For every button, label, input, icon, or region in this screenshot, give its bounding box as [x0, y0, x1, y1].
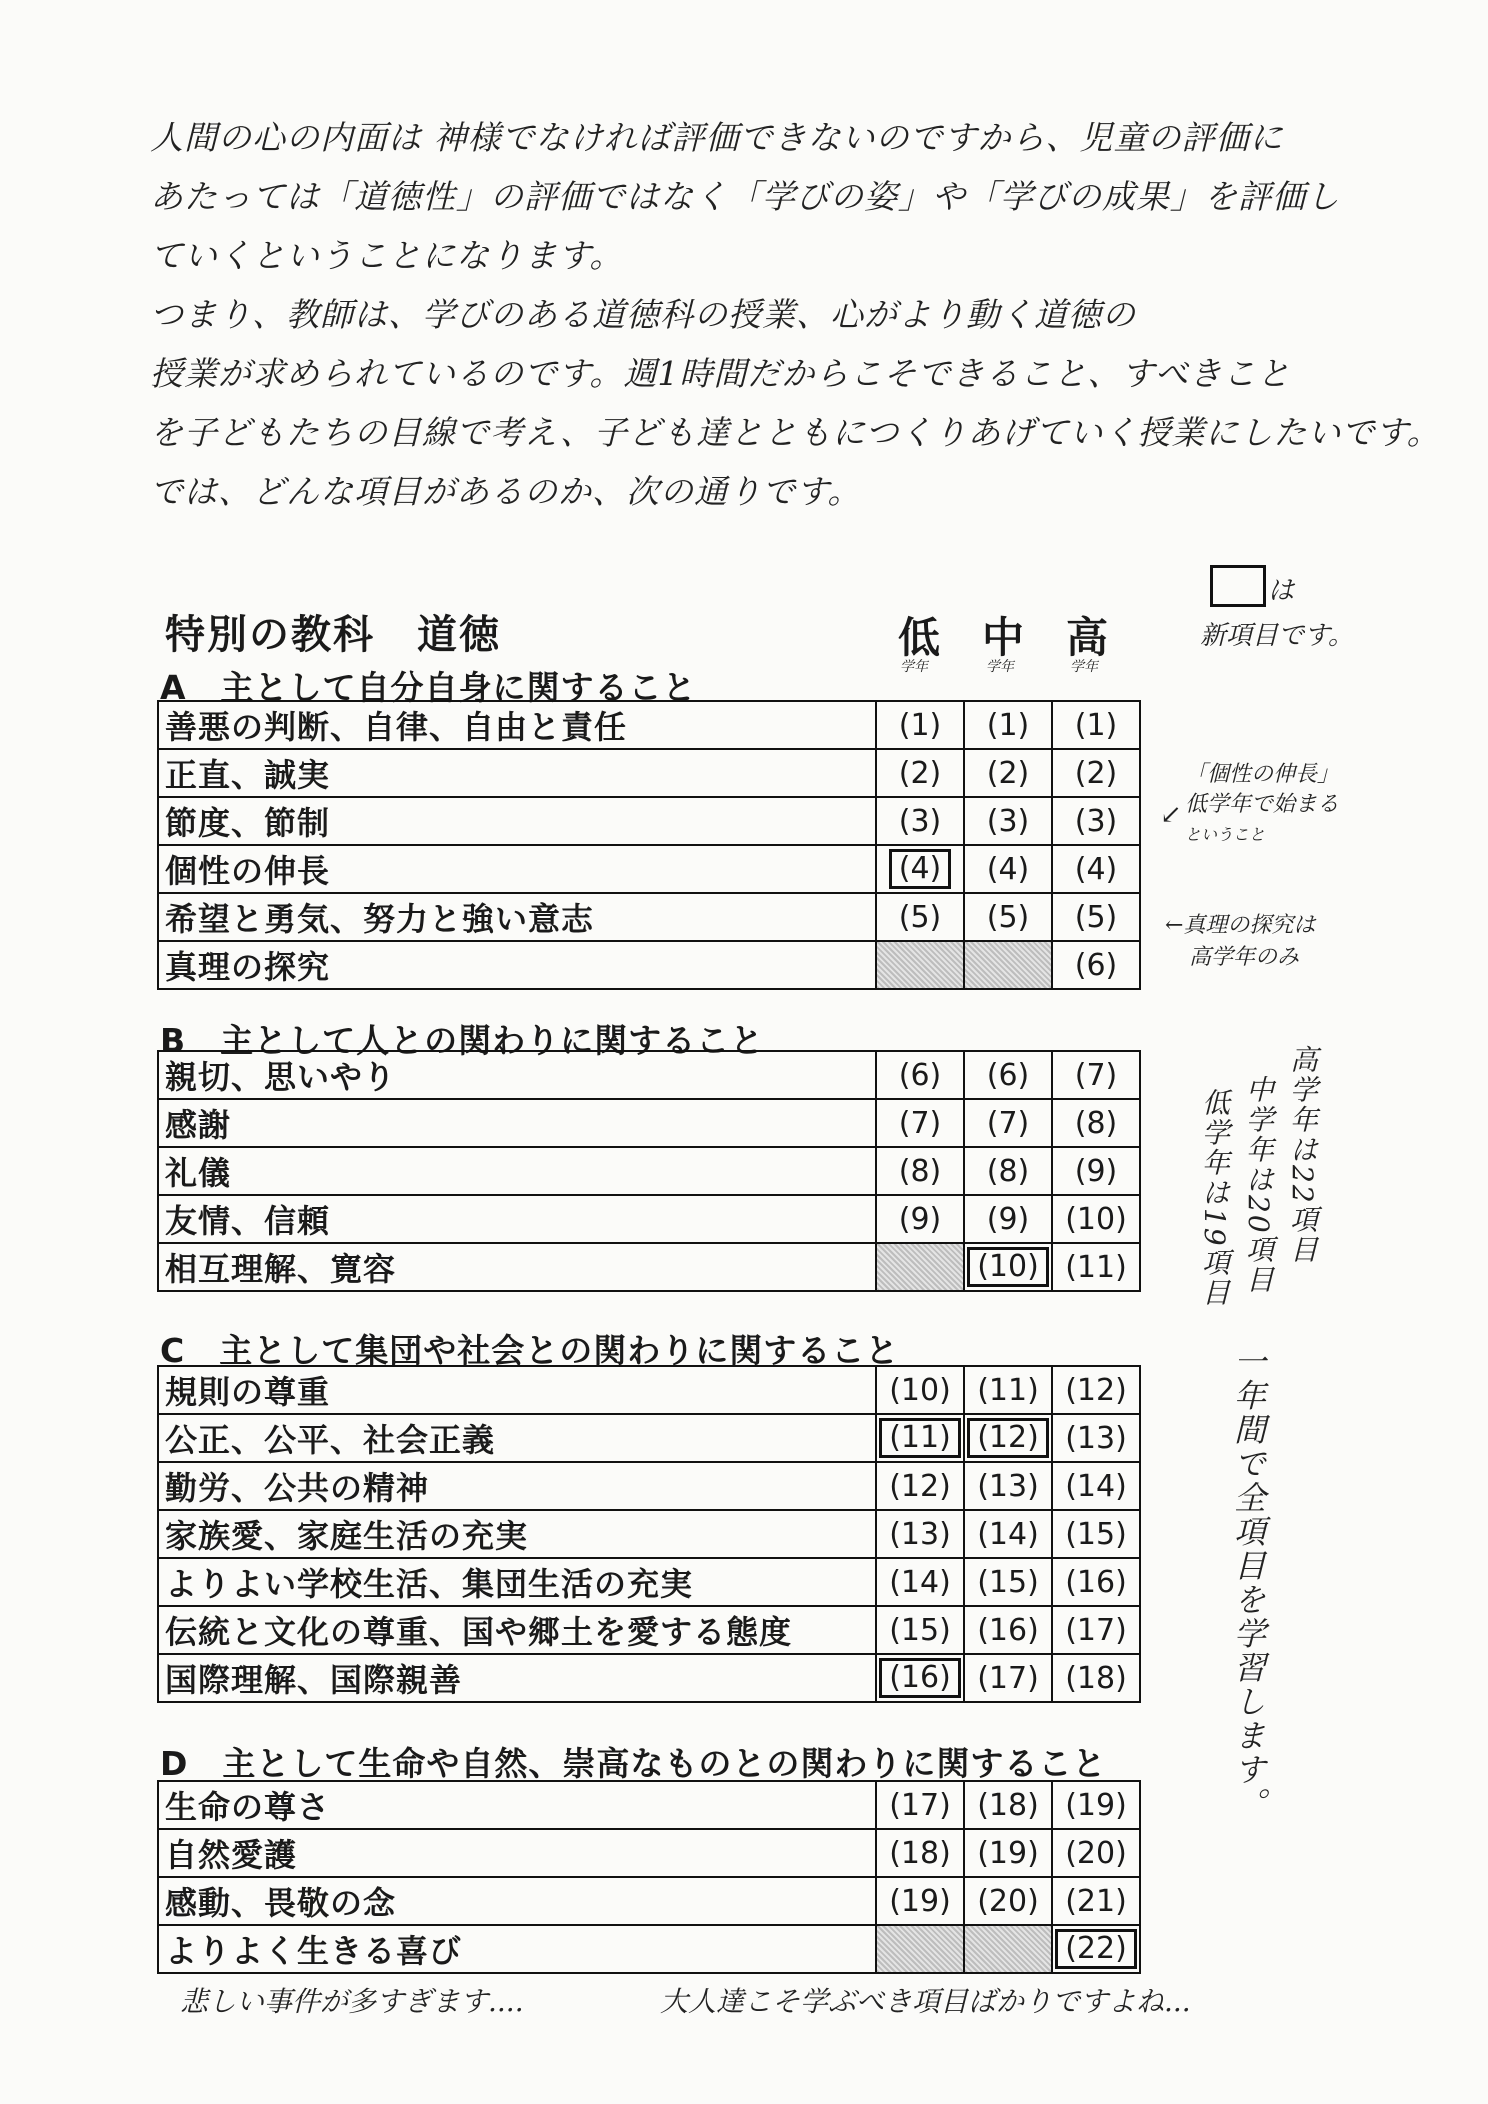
high-number: (18): [1052, 1654, 1140, 1702]
intro-line: を子どもたちの目線で考え、子ども達とともにつくりあげていく授業にしたいです。: [150, 413, 1441, 452]
high-number: (11): [1052, 1243, 1140, 1291]
high-number: (20): [1052, 1829, 1140, 1877]
item-label: よりよく生きる喜び: [158, 1925, 876, 1973]
section-b-table: [157, 1050, 1141, 1292]
item-label: 自然愛護: [158, 1829, 876, 1877]
table-row: [158, 701, 1140, 749]
item-label: 感謝: [158, 1099, 876, 1147]
bottom-note-right: 大人達こそ学ぶべき項目ばかりですよね...: [660, 1985, 1191, 2018]
table-row: [158, 1606, 1140, 1654]
item-label: 国際理解、国際親善: [158, 1654, 876, 1702]
high-number: (1): [1052, 701, 1140, 749]
low-number: (13): [876, 1510, 964, 1558]
intro-line: ていくということになります。: [150, 236, 624, 275]
item-label: 生命の尊さ: [158, 1781, 876, 1829]
grade-sub: 学年: [900, 659, 928, 675]
table-row: [158, 797, 1140, 845]
high-number: (2): [1052, 749, 1140, 797]
low-number: (14): [876, 1558, 964, 1606]
mid-number: (11): [964, 1366, 1052, 1414]
mid-number: (18): [964, 1781, 1052, 1829]
mid-number: (15): [964, 1558, 1052, 1606]
table-row: [158, 749, 1140, 797]
table-row: [158, 1462, 1140, 1510]
low-number: (1): [876, 701, 964, 749]
high-number: (13): [1052, 1414, 1140, 1462]
mid-number-empty: [964, 1925, 1052, 1973]
table-row: [158, 893, 1140, 941]
item-label: 勤労、公共の精神: [158, 1462, 876, 1510]
section-b-title: B 主として人との関わりに関すること: [160, 1021, 765, 1060]
table-row: [158, 1195, 1140, 1243]
note-count-high: 高学年は22項目: [1286, 1045, 1319, 1265]
arrow-left-icon: ↙: [1160, 800, 1182, 830]
table-row: [158, 1654, 1140, 1702]
mid-number: (14): [964, 1510, 1052, 1558]
table-row: [158, 1877, 1140, 1925]
high-number: (19): [1052, 1781, 1140, 1829]
item-label: 規則の尊重: [158, 1366, 876, 1414]
mid-number: (16): [964, 1606, 1052, 1654]
item-label: 友情、信頼: [158, 1195, 876, 1243]
mid-number-new: (10): [964, 1243, 1052, 1291]
item-label: 正直、誠実: [158, 749, 876, 797]
high-number: (21): [1052, 1877, 1140, 1925]
intro-line: 人間の心の内面は 神様でなければ評価できないのですから、児童の評価に: [150, 118, 1284, 157]
low-number-new: (11): [876, 1414, 964, 1462]
table-row: [158, 1925, 1140, 1973]
grade-mid-header: 中: [982, 613, 1025, 662]
high-number: (10): [1052, 1195, 1140, 1243]
table-row: [158, 1366, 1140, 1414]
low-number: (3): [876, 797, 964, 845]
low-number: (10): [876, 1366, 964, 1414]
section-d-title: D 主として生命や自然、崇高なものとの関わりに関すること: [160, 1744, 1107, 1783]
mid-number: (3): [964, 797, 1052, 845]
table-row: [158, 1510, 1140, 1558]
document-title: 特別の教科 道徳: [165, 612, 501, 658]
legend-text-2: 新項目です。: [1200, 621, 1354, 651]
high-number: (9): [1052, 1147, 1140, 1195]
table-row: [158, 1829, 1140, 1877]
high-number-new: (22): [1052, 1925, 1140, 1973]
high-number: (3): [1052, 797, 1140, 845]
note-count-mid: 中学年は20項目: [1242, 1075, 1275, 1295]
intro-line: あたっては「道徳性」の評価ではなく「学びの姿」や「学びの成果」を評価し: [150, 177, 1340, 216]
low-number: (9): [876, 1195, 964, 1243]
mid-number: (8): [964, 1147, 1052, 1195]
mid-number: (17): [964, 1654, 1052, 1702]
mid-number: (9): [964, 1195, 1052, 1243]
low-number: (17): [876, 1781, 964, 1829]
high-number: (14): [1052, 1462, 1140, 1510]
table-row: [158, 1243, 1140, 1291]
mid-number: (5): [964, 893, 1052, 941]
mid-number: (19): [964, 1829, 1052, 1877]
grade-high-header: 高: [1066, 613, 1109, 662]
note-shinri: ←真理の探究は 高学年のみ: [1165, 913, 1316, 970]
high-number: (5): [1052, 893, 1140, 941]
low-number: (8): [876, 1147, 964, 1195]
high-number: (7): [1052, 1051, 1140, 1099]
high-number: (12): [1052, 1366, 1140, 1414]
item-label: 希望と勇気、努力と強い意志: [158, 893, 876, 941]
item-label: 相互理解、寛容: [158, 1243, 876, 1291]
item-label: 家族愛、家庭生活の充実: [158, 1510, 876, 1558]
item-label: 礼儀: [158, 1147, 876, 1195]
grade-sub: 学年: [1070, 659, 1098, 675]
item-label: 感動、畏敬の念: [158, 1877, 876, 1925]
mid-number: (7): [964, 1099, 1052, 1147]
high-number: (16): [1052, 1558, 1140, 1606]
section-a-table: [157, 700, 1141, 990]
table-row: [158, 1414, 1140, 1462]
low-number-empty: [876, 941, 964, 989]
table-row: [158, 1051, 1140, 1099]
mid-number: (13): [964, 1462, 1052, 1510]
table-row: [158, 1099, 1140, 1147]
section-d-table: [157, 1780, 1141, 1974]
bottom-note-left: 悲しい事件が多すぎます....: [180, 1985, 524, 2018]
low-number: (5): [876, 893, 964, 941]
low-number-empty: [876, 1243, 964, 1291]
item-label: 伝統と文化の尊重、国や郷土を愛する態度: [158, 1606, 876, 1654]
high-number: (8): [1052, 1099, 1140, 1147]
low-number: (12): [876, 1462, 964, 1510]
item-label: 親切、思いやり: [158, 1051, 876, 1099]
item-label: 真理の探究: [158, 941, 876, 989]
high-number: (17): [1052, 1606, 1140, 1654]
low-number: (18): [876, 1829, 964, 1877]
note-year: 一年間で全項目を学習します。: [1229, 1345, 1267, 1821]
section-a-title: A 主として自分自身に関すること: [160, 668, 697, 707]
intro-paragraph: [150, 108, 1441, 521]
table-row: [158, 1147, 1140, 1195]
low-number-new: (4): [876, 845, 964, 893]
low-number: (7): [876, 1099, 964, 1147]
section-c-table: [157, 1365, 1141, 1703]
low-number: (19): [876, 1877, 964, 1925]
mid-number-empty: [964, 941, 1052, 989]
note-count-low: 低学年は19項目: [1198, 1088, 1231, 1308]
item-label: 善悪の判断、自律、自由と責任: [158, 701, 876, 749]
legend-text: は: [1268, 576, 1295, 606]
item-label: よりよい学校生活、集団生活の充実: [158, 1558, 876, 1606]
table-row: [158, 1781, 1140, 1829]
high-number: (4): [1052, 845, 1140, 893]
mid-number: (2): [964, 749, 1052, 797]
low-number-empty: [876, 1925, 964, 1973]
intro-line: 授業が求められているのです。週1時間だからこそできること、すべきこと: [150, 354, 1291, 393]
low-number: (6): [876, 1051, 964, 1099]
grade-low-header: 低: [898, 613, 941, 662]
mid-number: (1): [964, 701, 1052, 749]
item-label: 個性の伸長: [158, 845, 876, 893]
intro-line: では、どんな項目があるのか、次の通りです。: [150, 472, 862, 511]
grade-sub: 学年: [986, 659, 1014, 675]
mid-number: (4): [964, 845, 1052, 893]
section-c-title: C 主として集団や社会との関わりに関すること: [160, 1331, 900, 1370]
table-row: [158, 1558, 1140, 1606]
item-label: 節度、節制: [158, 797, 876, 845]
low-number: (2): [876, 749, 964, 797]
high-number: (6): [1052, 941, 1140, 989]
low-number: (15): [876, 1606, 964, 1654]
intro-line: つまり、教師は、学びのある道徳科の授業、心がより動く道徳の: [150, 295, 1136, 334]
mid-number-new: (12): [964, 1414, 1052, 1462]
item-label: 公正、公平、社会正義: [158, 1414, 876, 1462]
high-number: (15): [1052, 1510, 1140, 1558]
mid-number: (6): [964, 1051, 1052, 1099]
new-item-legend-box: [1210, 565, 1266, 607]
table-row: [158, 941, 1140, 989]
table-row: [158, 845, 1140, 893]
mid-number: (20): [964, 1877, 1052, 1925]
low-number-new: (16): [876, 1654, 964, 1702]
note-kosei: 「個性の伸長」 低学年で始まる ということ: [1185, 762, 1340, 844]
